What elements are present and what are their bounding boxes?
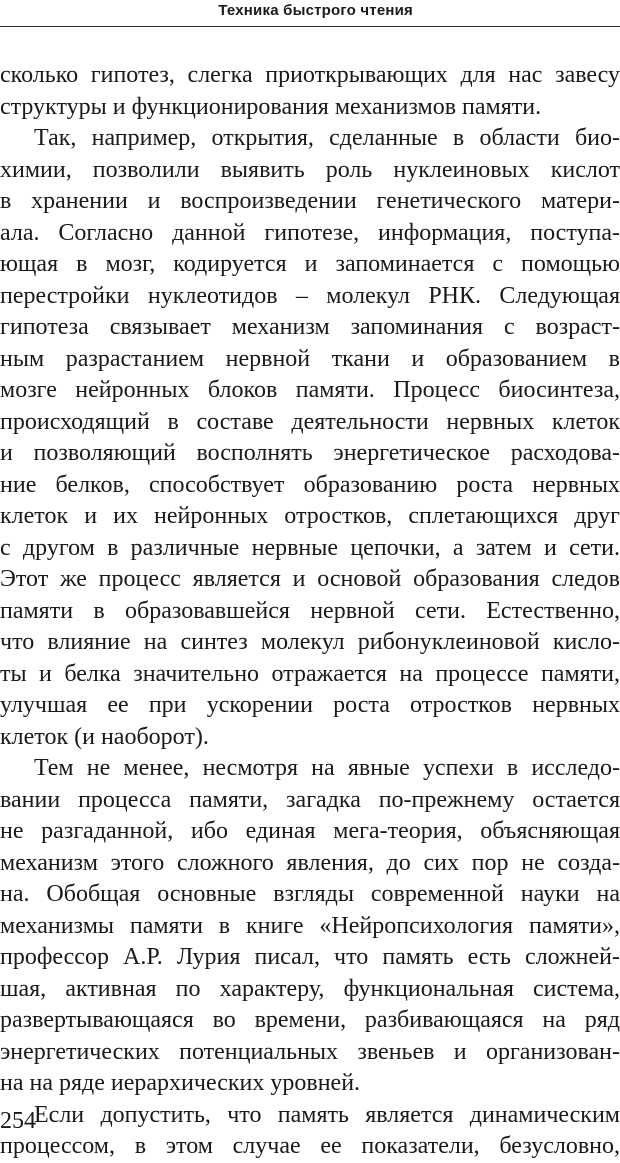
paragraph [0, 1100, 620, 1163]
text-line: клеток (и наоборот). [0, 723, 209, 750]
text-line: энергетических потенциальных звеньев и организован- [0, 1038, 620, 1065]
text-line: и позволяющий восполнять энергетическое расходова- [0, 440, 620, 466]
text-line: химии, позволили выявить роль нуклеиновых кислот [0, 156, 620, 183]
text-line: механизмы памяти в книге «Нейропсихология памяти», [0, 912, 620, 939]
text-line: ющая в мозг, кодируется и запоминается с помощью [0, 251, 620, 277]
text-line: механизм этого сложного явления, до сих пор не созда- [0, 849, 620, 876]
text-line: ние белков, способствует образованию роста нервных [0, 471, 620, 498]
text-line: вании процесса памяти, загадка по-прежнему остается [0, 786, 620, 813]
text-line: ала. Согласно данной гипотезе, информация, поступа- [0, 219, 620, 246]
text-line: происходящий в составе деятельности нервных клеток [0, 408, 620, 435]
text-line: ты и белка значительно отражается на процессе памяти, [0, 660, 620, 687]
body-text [0, 60, 620, 1163]
text-line: гипотеза связывает механизм запоминания с возраст- [0, 314, 620, 340]
text-line: ным разрастанием нервной ткани и образованием в [0, 345, 620, 372]
text-line: Этот же процесс является и основой образования следов [0, 566, 620, 592]
text-line: что влияние на синтез молекул рибонуклеиновой кисло- [0, 629, 620, 655]
text-line: шая, активная по характеру, функциональная система, [0, 975, 620, 1002]
text-line: развертывающаяся во времени, разбивающаяся на ряд [0, 1007, 620, 1033]
text-line: мозге нейронных блоков памяти. Процесс биосинтеза, [0, 377, 620, 403]
text-line: перестройки нуклеотидов – молекул РНК. Следующая [0, 282, 620, 309]
text-line: улучшая ее при ускорении роста отростков нервных [0, 692, 620, 718]
paragraph [0, 123, 620, 753]
text-line: Так, например, открытия, сделанные в области био- [34, 125, 620, 151]
text-line: структуры и функционирования механизмов памяти. [0, 93, 542, 120]
text-line: Тем не менее, несмотря на явные успехи в исследо- [34, 755, 620, 781]
text-line: в хранении и воспроизведении генетического матери- [0, 188, 620, 214]
text-line: профессор А.Р. Лурия писал, что память есть сложней- [0, 944, 620, 970]
text-line: сколько гипотез, слегка приоткрывающих для нас завесу [0, 62, 620, 88]
paragraph [0, 60, 620, 123]
text-line: на. Обобщая основные взгляды современной науки на [0, 881, 620, 907]
running-header [0, 0, 620, 27]
paragraph [0, 753, 620, 1100]
text-line: клеток и их нейронных отростков, сплетающихся друг [0, 503, 620, 529]
text-line: Если допустить, что память является динамическим [34, 1101, 620, 1128]
page-number: 254 [0, 1108, 36, 1134]
text-line: не разгаданной, ибо единая мега-теория, объясняющая [0, 818, 620, 844]
text-line: процессом, в этом случае ее показатели, безусловно, [0, 1133, 620, 1159]
text-line: памяти в образовавшейся нервной сети. Естественно, [0, 597, 620, 624]
running-header-title: Техника быстрого чтения [218, 2, 413, 19]
text-line: на на ряде иерархических уровней. [0, 1070, 361, 1096]
text-line: с другом в различные нервные цепочки, а затем и сети. [0, 534, 620, 561]
